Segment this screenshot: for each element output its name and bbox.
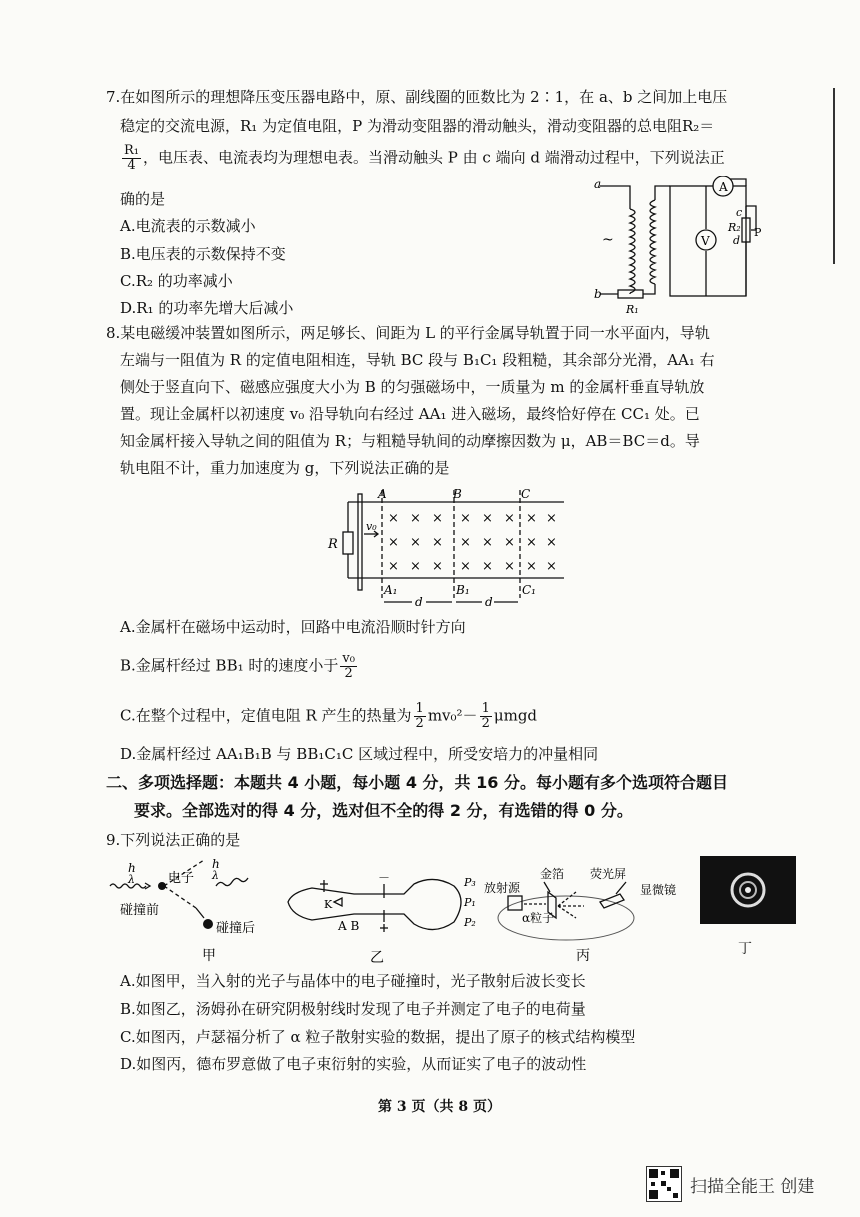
svg-text:λ: λ: [128, 873, 135, 886]
point-b-label: B: [453, 487, 462, 501]
page-number: 第 3 页（共 8 页）: [378, 1099, 501, 1115]
svg-text:×: ×: [526, 535, 537, 550]
q7-option-c: C.R₂ 的功率减小: [120, 272, 233, 290]
voltmeter-label: V: [701, 234, 710, 248]
section-two-heading-2: 要求。全部选对的得 4 分，选对但不全的得 2 分，有选错的得 0 分。: [134, 801, 633, 820]
q7-line-1: 7.在如图所示的理想降压变压器电路中，原、副线圈的匝数比为 2∶1，在 a、b 之间加上电压: [106, 88, 728, 106]
distance-d1-label: d: [415, 595, 423, 609]
gold-foil-label: 金箔: [540, 867, 565, 881]
q7-option-a: A.电流表的示数减小: [120, 217, 256, 235]
svg-text:×: ×: [410, 511, 421, 526]
electron-before-icon: [158, 882, 166, 890]
cathode-ray-tube-figure: [284, 858, 484, 964]
q9-stem: 9.下列说法正确的是: [106, 831, 241, 849]
q8-line-6: 轨电阻不计，重力加速度为 g，下列说法正确的是: [120, 459, 450, 477]
svg-text:×: ×: [546, 535, 557, 550]
terminal-b-label: b: [594, 287, 602, 301]
point-a-label: A: [378, 487, 387, 501]
transformer-circuit-figure: [588, 176, 778, 316]
q8-line-5: 知金属杆接入导轨之间的阻值为 R；与粗糙导轨间的动摩擦因数为 μ，AB＝BC＝d。导: [120, 432, 700, 450]
radioactive-source-label: 放射源: [484, 881, 521, 895]
svg-text:×: ×: [482, 511, 493, 526]
svg-text:×: ×: [526, 559, 537, 574]
figure-bing-label: 丙: [576, 948, 590, 964]
q8-line-3: 侧处于竖直向下、磁感应强度大小为 B 的匀强磁场中，一质量为 m 的金属杆垂直导轨放: [120, 378, 705, 396]
electron-label: 电子: [168, 871, 195, 886]
svg-text:λ: λ: [212, 869, 219, 882]
electron-diffraction-image: [700, 856, 796, 924]
before-collision-label: 碰撞前: [120, 903, 160, 918]
svg-text:P₃: P₃: [464, 876, 476, 889]
q8-b-fraction: $\frac{\text{v₀}}{2}$: [342, 651, 355, 681]
q9-option-c: C.如图丙，卢瑟福分析了 α 粒子散射实验的数据，提出了原子的核式结构模型: [120, 1028, 636, 1046]
svg-text:×: ×: [546, 559, 557, 574]
svg-text:h: h: [212, 857, 220, 871]
q8-option-a: A.金属杆在磁场中运动时，回路中电流沿顺时针方向: [120, 618, 466, 636]
q9-option-a: A.如图甲，当入射的光子与晶体中的电子碰撞时，光子散射后波长变长: [120, 972, 586, 990]
q7-fraction: $\frac{\text{R₁}}{4}$: [124, 143, 139, 173]
figure-jia-label: 甲: [202, 948, 216, 964]
q7-line-3: $\frac{\text{R₁}}{4}$ ，电压表、电流表均为理想电表。当滑动触头 P 由 c 端向 d 端滑动过程中，下列说法正: [124, 143, 725, 173]
point-b1-label: B₁: [456, 583, 470, 597]
after-collision-label: 碰撞后: [216, 921, 256, 936]
figure-ding-label: 丁: [738, 941, 752, 957]
watermark-text: 扫描全能王 创建: [690, 1177, 815, 1197]
svg-text:×: ×: [504, 511, 515, 526]
svg-text:P₁: P₁: [464, 896, 476, 909]
compton-scattering-figure: [104, 856, 280, 964]
q8-option-b: B.金属杆经过 BB₁ 时的速度小于 $\frac{\text{v₀}}{2}$: [120, 651, 355, 681]
terminal-d-label: d: [733, 234, 741, 247]
svg-text:×: ×: [460, 511, 471, 526]
point-c-label: C: [521, 487, 531, 501]
q7-option-b: B.电压表的示数保持不变: [120, 245, 286, 263]
q7-line-2: 稳定的交流电源，R₁ 为定值电阻，P 为滑动变阻器的滑动触头，滑动变阻器的总电阻R₂＝: [120, 117, 715, 135]
svg-text:×: ×: [460, 559, 471, 574]
velocity-label: v₀: [366, 520, 377, 533]
svg-text:×: ×: [410, 535, 421, 550]
q8-option-c: C.在整个过程中，定值电阻 R 产生的热量为 $\frac{1}{2}$ mv₀²－ $\frac{1}{2}$ μmgd: [120, 701, 538, 731]
point-a1-label: A₁: [384, 583, 398, 597]
svg-text:－: －: [378, 871, 391, 885]
rail-magnetic-field-figure: [322, 486, 572, 612]
point-c1-label: C₁: [522, 583, 536, 597]
q8-line-2: 左端与一阻值为 R 的定值电阻相连，导轨 BC 段与 B₁C₁ 段粗糙，其余部分光滑，AA₁ 右: [120, 351, 715, 369]
svg-text:×: ×: [504, 535, 515, 550]
svg-text:P₂: P₂: [464, 916, 476, 929]
r2-label: R₂: [728, 221, 741, 234]
svg-text:×: ×: [388, 511, 399, 526]
electron-after-icon: [203, 919, 213, 929]
q9-option-b: B.如图乙，汤姆孙在研究阴极射线时发现了电子并测定了电子的电荷量: [120, 1000, 586, 1018]
svg-text:×: ×: [482, 559, 493, 574]
ac-source-icon: ~: [602, 232, 614, 248]
q9-option-d: D.如图丙，德布罗意做了电子束衍射的实验，从而证实了电子的波动性: [120, 1055, 587, 1073]
q8-option-d: D.金属杆经过 AA₁B₁B 与 BB₁C₁C 区域过程中，所受安培力的冲量相同: [120, 745, 599, 763]
alpha-particle-label: α粒子: [522, 911, 555, 925]
svg-text:K: K: [324, 898, 333, 911]
slider-p-label: P: [754, 226, 762, 239]
ammeter-label: A: [719, 180, 728, 194]
q7-option-d: D.R₁ 的功率先增大后减小: [120, 299, 294, 317]
svg-text:×: ×: [482, 535, 493, 550]
svg-text:×: ×: [546, 511, 557, 526]
figure-yi-label: 乙: [370, 950, 384, 964]
fluorescent-screen-label: 荧光屏: [590, 867, 627, 881]
svg-text:h: h: [128, 861, 136, 875]
anode-ab-label: A B: [338, 919, 360, 933]
q8-line-1: 8.某电磁缓冲装置如图所示，两足够长、间距为 L 的平行金属导轨置于同一水平面内，导轨: [106, 324, 710, 342]
magnetic-field-crosses: [388, 511, 557, 574]
svg-text:×: ×: [432, 511, 443, 526]
svg-text:×: ×: [504, 559, 515, 574]
svg-text:×: ×: [432, 559, 443, 574]
qr-code-icon: [646, 1166, 682, 1202]
svg-text:×: ×: [410, 559, 421, 574]
q8-line-4: 置。现让金属杆以初速度 v₀ 沿导轨向右经过 AA₁ 进入磁场，最终恰好停在 CC₁ 处。已: [120, 405, 700, 423]
resistor-r-label: R: [328, 537, 338, 552]
microscope-label: 显微镜: [640, 883, 677, 897]
svg-text:×: ×: [432, 535, 443, 550]
svg-text:×: ×: [460, 535, 471, 550]
svg-text:×: ×: [388, 535, 399, 550]
section-two-heading: 二、多项选择题：本题共 4 小题，每小题 4 分，共 16 分。每小题有多个选项符合题目: [106, 773, 728, 792]
svg-text:×: ×: [526, 511, 537, 526]
terminal-a-label: a: [594, 177, 602, 191]
margin-bar: [833, 88, 835, 264]
distance-d2-label: d: [485, 595, 493, 609]
q7-line-4: 确的是: [120, 190, 166, 208]
terminal-c-label: c: [736, 206, 743, 219]
r1-label: R₁: [626, 303, 639, 316]
svg-text:×: ×: [388, 559, 399, 574]
alpha-scattering-figure: [484, 856, 694, 964]
